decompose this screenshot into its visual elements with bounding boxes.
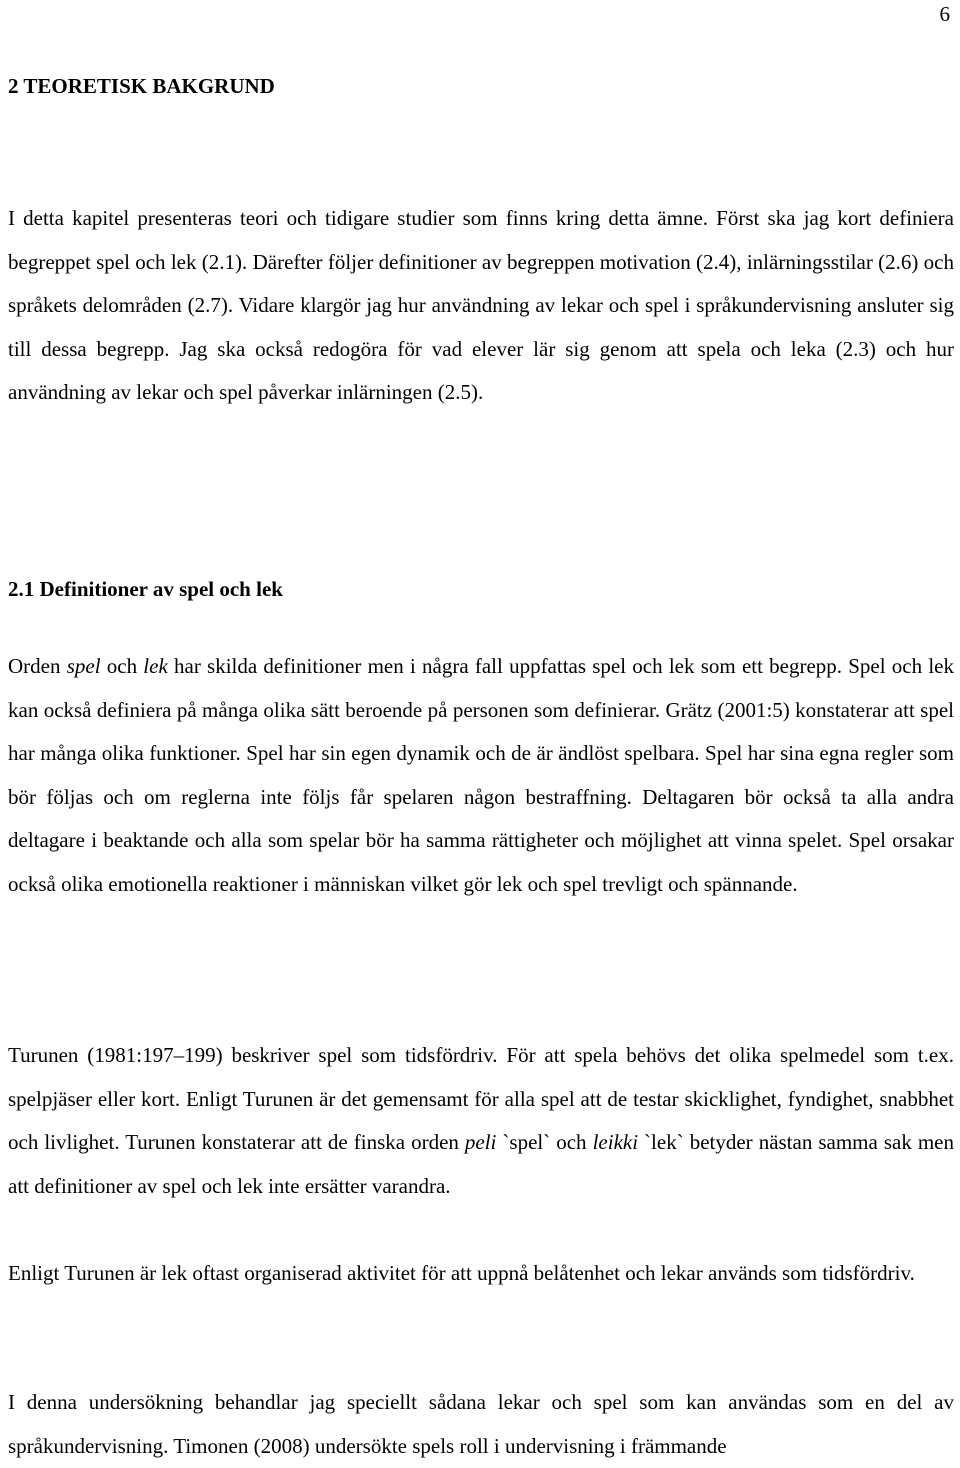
para1-italic-spel: spel: [66, 654, 101, 678]
para2-italic-leikki: leikki: [592, 1130, 639, 1154]
para1-rest: har skilda definitioner men i några fall uppfattas spel och lek som ett begrepp. Spel och lek kan också definiera på många olika sätt beroende på personen som definierar. Grätz (2001:5) konstaterar att spel har många olika funktioner. Spel har sin egen dynamik och de är ändlöst spelbara. Spel har sina egna regler som bör följas och om reglerna inte följs får spelaren någon bestraffning. Deltagaren bör också ta alla andra deltagare i beaktande och alla som spelar bör ha samma rättigheter och möjlighet att vinna spelet. Spel orsakar också olika emotionella reaktioner i människan vilket gör lek och spel trevligt och spännande.: [8, 654, 954, 896]
para2-text1: Turunen (1981:197–199) beskriver spel som tidsfördriv. För att spela behövs det olika spelmedel som t.ex. spelpjäser eller kort. Enligt Turunen är det gemensamt för alla spel att de testar skicklighet, fyndighet, snabbhet och livlighet. Turunen konstaterar att de finska orden: [8, 1043, 954, 1154]
page-number: 6: [939, 2, 950, 26]
para1-prefix: Orden: [8, 654, 67, 678]
para2-text2: `spel` och: [496, 1130, 593, 1154]
section-paragraph-4: I denna undersökning behandlar jag speciellt sådana lekar och spel som kan användas som en del av språkundervisning. Timonen (2008) undersökte spels roll i undervisning i främmande: [8, 1390, 954, 1458]
intro-paragraph: I detta kapitel presenteras teori och tidigare studier som finns kring detta ämne. Först ska jag kort definiera begreppet spel och lek (2.1). Därefter följer definitioner av begreppen motivation (2.4), inlärningsstilar (2.6) och språkets delområden (2.7). Vidare klargör jag hur användning av lekar och spel i språkundervisning ansluter sig till dessa begrepp. Jag ska också redogöra för vad elever lär sig genom att spela och leka (2.3) och hur användning av lekar och spel påverkar inlärningen (2.5).: [8, 206, 954, 404]
para1-italic-lek: lek: [143, 654, 168, 678]
para1-mid: och: [100, 654, 144, 678]
section-heading: 2.1 Definitioner av spel och lek: [8, 577, 283, 601]
section-paragraph-1: [8, 645, 954, 906]
para2-text3: `lek` betyder nästan samma sak men att definitioner av spel och lek inte ersätter varandra.: [8, 1130, 954, 1198]
chapter-heading: 2 TEORETISK BAKGRUND: [8, 74, 275, 98]
para2-italic-peli: peli: [464, 1130, 497, 1154]
section-paragraph-3: Enligt Turunen är lek oftast organiserad aktivitet för att uppnå belåtenhet och lekar används som tidsfördriv.: [8, 1261, 915, 1285]
section-paragraph-2: [8, 1034, 954, 1208]
